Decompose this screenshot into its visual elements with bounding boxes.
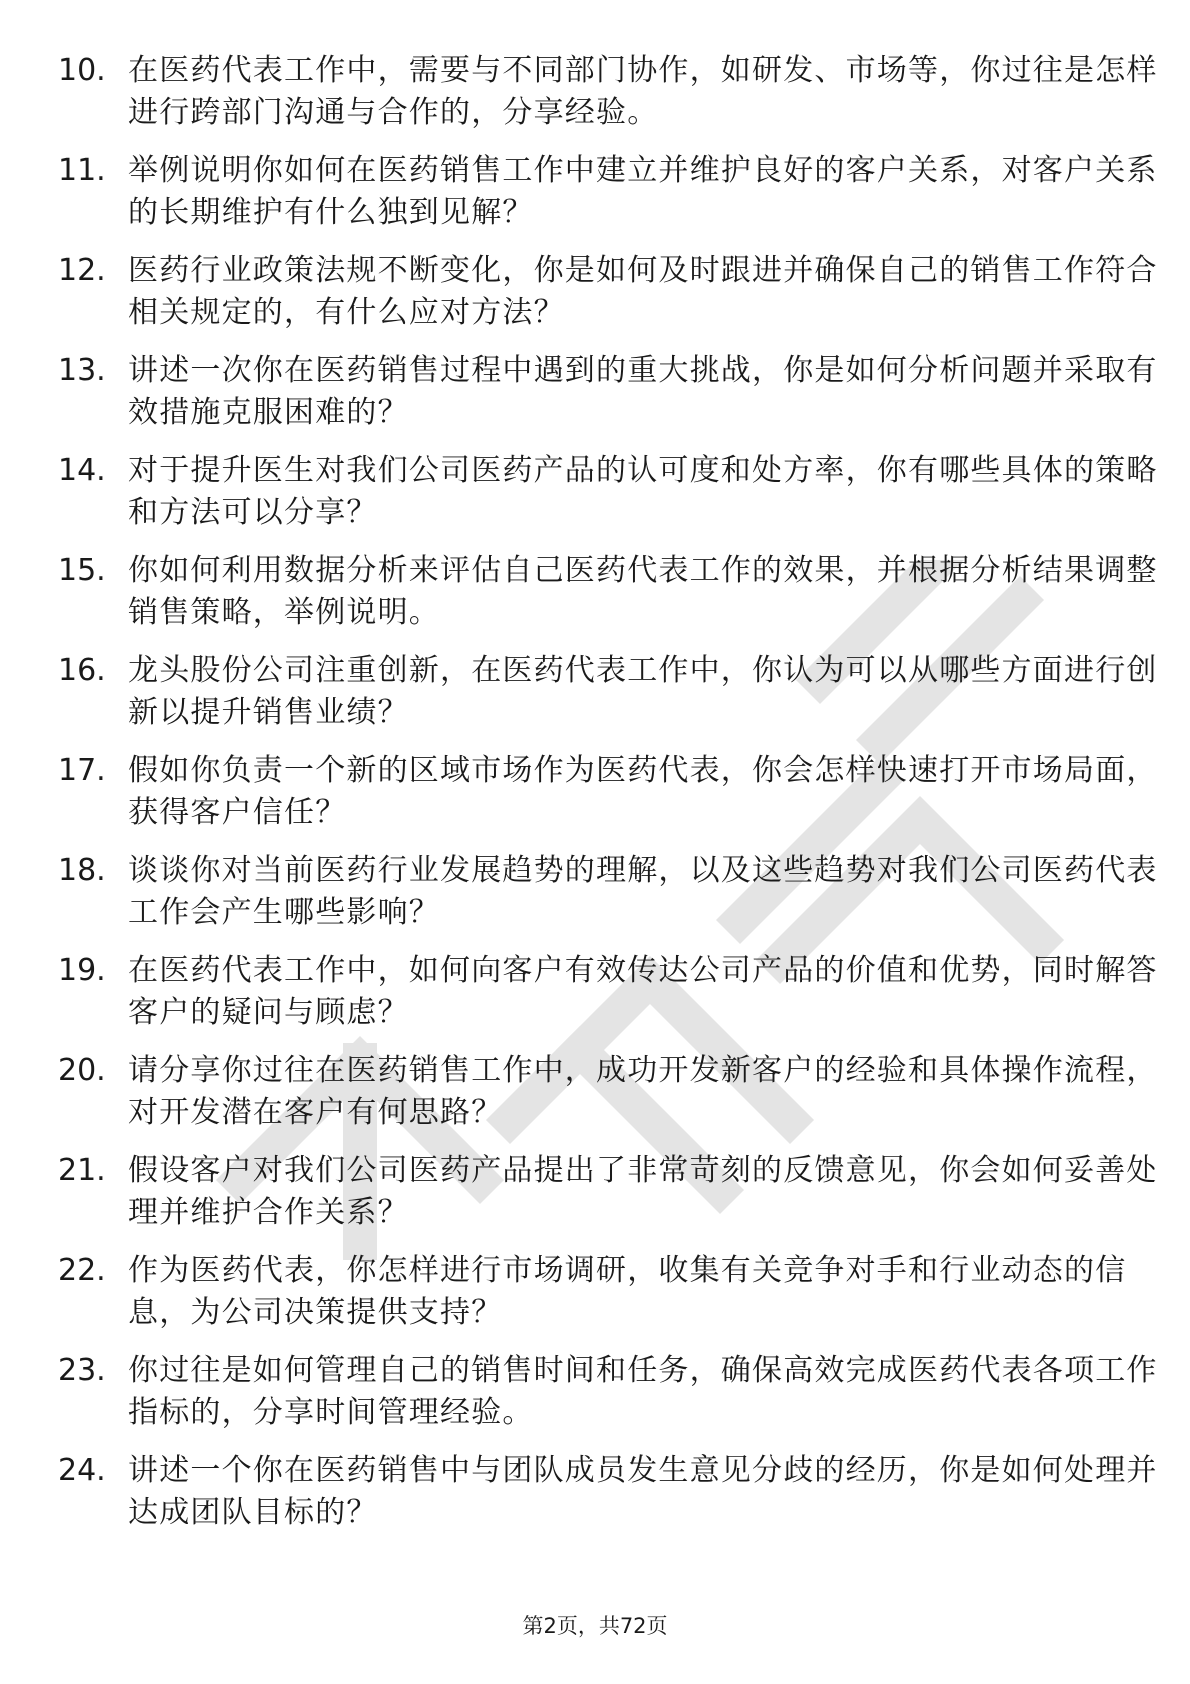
- question-text: 在医药代表工作中，需要与不同部门协作，如研发、市场等，你过往是怎样进行跨部门沟通与合作的，分享经验。: [128, 53, 1158, 130]
- question-number: 21.: [58, 1153, 106, 1188]
- question-item: [58, 150, 1158, 250]
- question-number: 13.: [58, 353, 106, 388]
- question-item: [58, 850, 1158, 950]
- question-number: 23.: [58, 1353, 106, 1388]
- question-text: 讲述一个你在医药销售中与团队成员发生意见分歧的经历，你是如何处理并达成团队目标的？: [128, 1453, 1158, 1530]
- question-item: [58, 550, 1158, 650]
- question-text: 你过往是如何管理自己的销售时间和任务，确保高效完成医药代表各项工作指标的，分享时间管理经验。: [128, 1353, 1158, 1430]
- question-text: 对于提升医生对我们公司医药产品的认可度和处方率，你有哪些具体的策略和方法可以分享？: [128, 453, 1158, 530]
- question-number: 11.: [58, 153, 106, 188]
- question-text: 在医药代表工作中，如何向客户有效传达公司产品的价值和优势，同时解答客户的疑问与顾虑？: [128, 953, 1158, 1030]
- question-text: 龙头股份公司注重创新，在医药代表工作中，你认为可以从哪些方面进行创新以提升销售业绩？: [128, 653, 1158, 730]
- question-item: [58, 50, 1158, 150]
- question-text: 谈谈你对当前医药行业发展趋势的理解，以及这些趋势对我们公司医药代表工作会产生哪些影响？: [128, 853, 1158, 930]
- question-item: [58, 1250, 1138, 1350]
- question-item: [58, 1150, 1158, 1250]
- question-text: 医药行业政策法规不断变化，你是如何及时跟进并确保自己的销售工作符合相关规定的，有什么应对方法？: [128, 253, 1158, 330]
- question-text: 假设客户对我们公司医药产品提出了非常苛刻的反馈意见，你会如何妥善处理并维护合作关系？: [128, 1153, 1158, 1230]
- question-number: 20.: [58, 1053, 106, 1088]
- question-number: 22.: [58, 1253, 106, 1288]
- question-text: 假如你负责一个新的区域市场作为医药代表，你会怎样快速打开市场局面，获得客户信任？: [128, 753, 1158, 830]
- question-item: [58, 1350, 1158, 1450]
- question-item: [58, 450, 1158, 550]
- question-text: 请分享你过往在医药销售工作中，成功开发新客户的经验和具体操作流程，对开发潜在客户有何思路？: [128, 1053, 1158, 1130]
- question-number: 18.: [58, 853, 106, 888]
- question-number: 16.: [58, 653, 106, 688]
- question-item: [58, 1050, 1158, 1150]
- question-number: 15.: [58, 553, 106, 588]
- question-item: [58, 250, 1158, 350]
- page-footer: 第2页，共72页: [522, 1614, 668, 1638]
- question-number: 24.: [58, 1453, 106, 1488]
- question-number: 14.: [58, 453, 106, 488]
- question-list: [58, 50, 1158, 1550]
- question-text: 你如何利用数据分析来评估自己医药代表工作的效果，并根据分析结果调整销售策略，举例说明。: [128, 553, 1158, 630]
- question-text: 举例说明你如何在医药销售工作中建立并维护良好的客户关系，对客户关系的长期维护有什么独到见解？: [128, 153, 1158, 230]
- question-text: 讲述一次你在医药销售过程中遇到的重大挑战，你是如何分析问题并采取有效措施克服困难的？: [128, 353, 1158, 430]
- question-number: 19.: [58, 953, 106, 988]
- question-item: [58, 650, 1158, 750]
- question-number: 17.: [58, 753, 106, 788]
- question-number: 10.: [58, 53, 106, 88]
- question-number: 12.: [58, 253, 106, 288]
- question-item: [58, 750, 1158, 850]
- question-item: [58, 350, 1158, 450]
- question-text: 作为医药代表，你怎样进行市场调研，收集有关竞争对手和行业动态的信息，为公司决策提供支持？: [128, 1253, 1127, 1330]
- question-item: [58, 950, 1158, 1050]
- question-item: [58, 1450, 1158, 1550]
